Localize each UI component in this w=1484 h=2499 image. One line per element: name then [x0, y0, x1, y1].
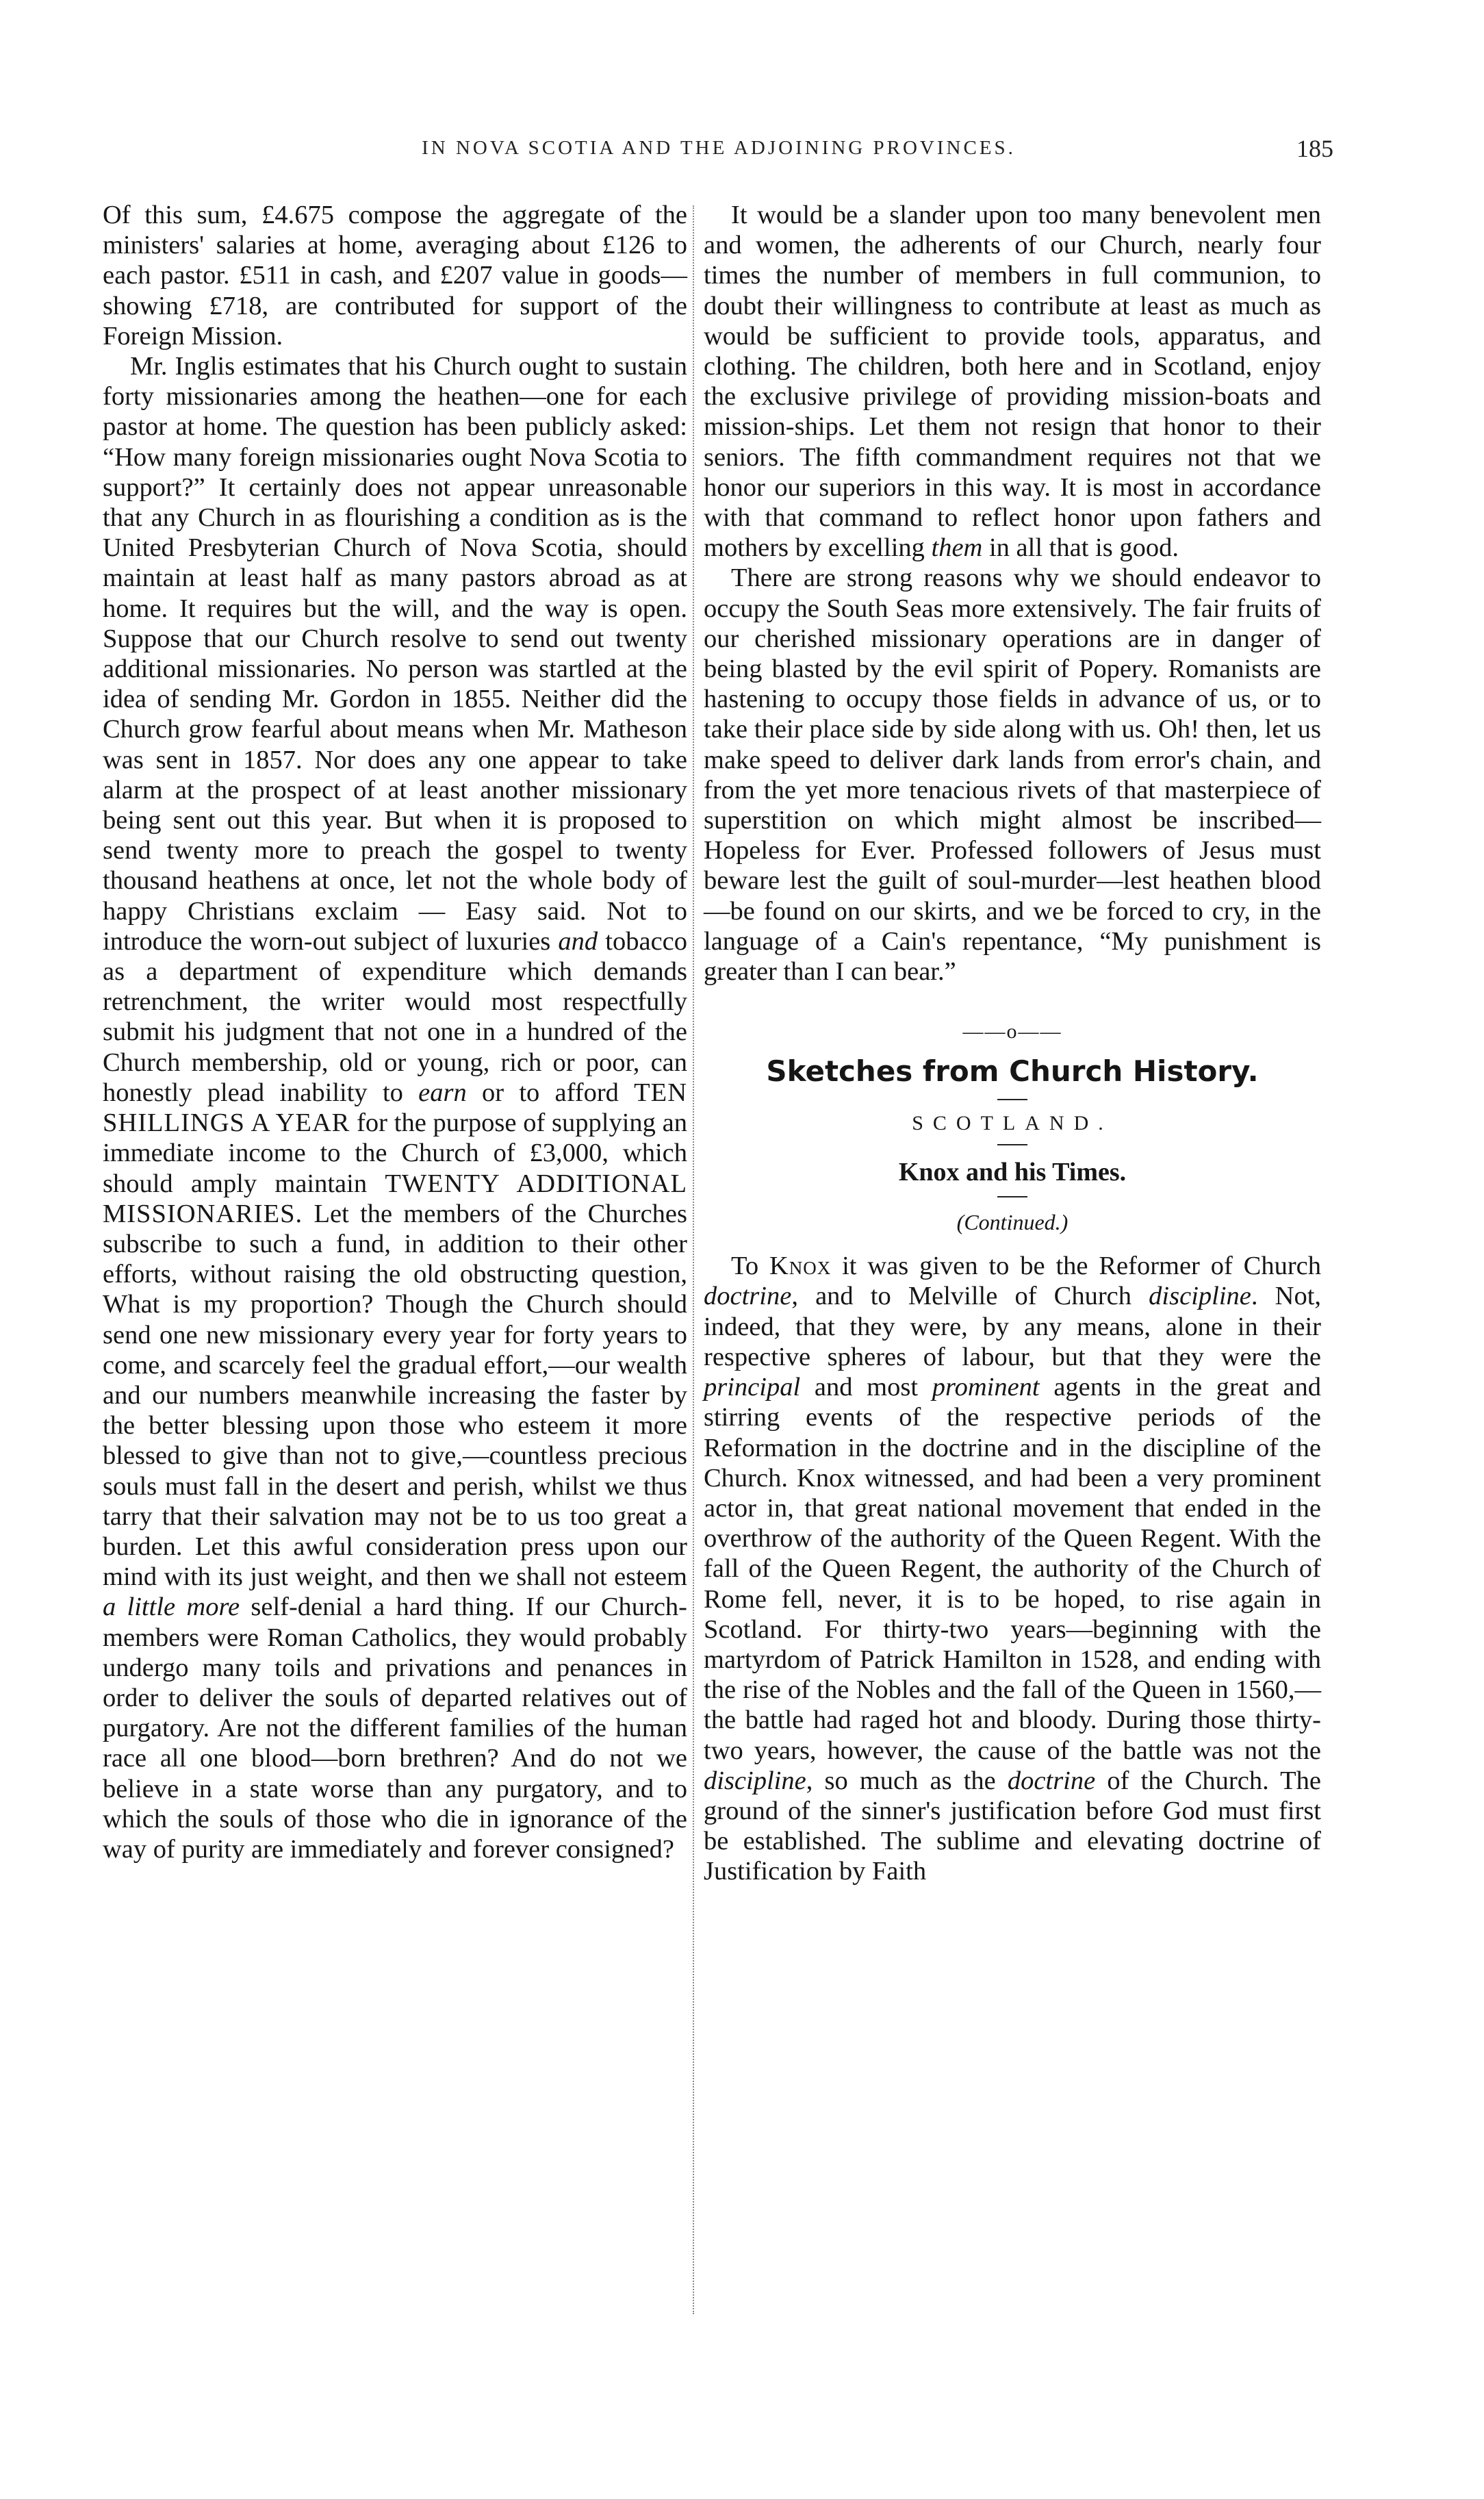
text-run: it was given to be the Reformer of Church	[831, 1252, 1321, 1281]
text-run: , so much as the	[806, 1766, 1008, 1795]
right-paragraph-3	[704, 1251, 1321, 1886]
column-divider	[693, 205, 694, 2314]
running-title: IN NOVA SCOTIA AND THE ADJOINING PROVINCES.	[422, 137, 1016, 159]
italic-doctrine-2: doctrine	[1007, 1766, 1096, 1795]
italic-doctrine: doctrine	[704, 1282, 792, 1311]
text-run: Let the members of the Churches subscribe to such a fund, in addition to their other efforts, without raising the old obstructing question, What is my proportion? Though the Church should send one new missionary every year for forty years to come, and scarcely feel the gradual effort,—our wealth and our numbers meanwhile increasing the faster by the better blessing upon those who esteem it more blessed to give than not to give,—countless precious souls must fall in the desert and perish, whilst we thus tarry that their salvation may not be to us too great a burden. Let this awful consideration press upon our mind with its just weight, and then we shall not esteem	[103, 1199, 687, 1592]
text-run: Mr. Inglis estimates that his Church ought to sustain forty missionaries among the heathen—one for each pastor at home. The question has been publicly asked: “How many foreign missionaries ought Nova Scotia to support?” It certainly does not appear unreasonable that any Church in as flourishing a condition as is the United Presbyterian Church of Nova Scotia, should maintain at least half as many pastors abroad as at home. It requires but the will, and the way is open. Suppose that our Church resolve to send out twenty additional missionaries. No person was startled at the idea of sending Mr. Gordon in 1855. Neither did the Church grow fearful about means when Mr. Matheson was sent in 1857. Nor does any one appear to take alarm at the prospect of at least another missionary being sent out this year. But when it is proposed to send twenty more to preach the gospel to twenty thousand heathens at once, let not the whole body of happy Christians exclaim — Easy said. Not to introduce the worn-out subject of luxuries	[103, 352, 687, 956]
italic-little-more: a little more	[103, 1593, 240, 1622]
short-rule	[997, 1144, 1027, 1145]
section-title: Sketches from Church History.	[766, 1054, 1259, 1089]
right-paragraph-2: There are strong reasons why we should endeavor to occupy the South Seas more extensively. The fair fruits of our cherished missionary operations are in danger of being blasted by the evil spirit of Popery. Romanists are hastening to occupy those fields in advance of us, or to take their place side by side along with us. Oh! then, let us make speed to deliver dark lands from error's chain, and from the yet more tenacious rivets of that masterpiece of superstition on which might almost be inscribed—Hopeless for Ever. Professed followers of Jesus must beware lest the guilt of soul-murder—lest heathen blood—be found on our skirts, and we be forced to cry, in the language of a Cain's repentance, “My punishment is greater than I can bear.”	[704, 563, 1321, 987]
italic-principal: principal	[704, 1373, 801, 1402]
right-column	[704, 200, 1321, 1887]
section-separator: ——o——	[962, 1020, 1062, 1043]
country-heading: SCOTLAND.	[912, 1112, 1113, 1135]
italic-prominent: prominent	[932, 1373, 1040, 1402]
text-run: for the purpose of supplying an immediate income to the Church of £3,000, which should amply maintain	[103, 1108, 687, 1198]
italic-them: them	[931, 533, 983, 563]
text-run: . Not, indeed, that they were, by any means, alone in their respective spheres of labour, but that they were the	[704, 1282, 1322, 1371]
continued-note: (Continued.)	[956, 1210, 1069, 1235]
italic-earn: earn	[418, 1078, 467, 1107]
text-run: and most	[800, 1373, 932, 1402]
small-caps-ten-shillings: TEN SHILLINGS A YEAR	[103, 1078, 687, 1138]
left-paragraph-2	[103, 351, 687, 1864]
short-rule	[997, 1099, 1027, 1100]
text-run: agents in the great and stirring events of the respective periods of the Reformation in the doctrine and in the discipline of the Church. Knox witnessed, and had been a very prominent actor in, that great national movement that ended in the overthrow of the authority of the Queen Regent. With the fall of the Queen Regent, the authority of the Church of Rome fell, never, it is to be hoped, to rise again in Scotland. For thirty-two years—beginning with the martyrdom of Patrick Hamilton in 1528, and ending with the rise of the Nobles and the fall of the Queen in 1560,—the battle had raged hot and bloody. During those thirty-two years, however, the cause of the battle was not the	[704, 1373, 1322, 1765]
left-column	[103, 200, 687, 1864]
text-run: self-denial a hard thing. If our Church-members were Roman Catholics, they would probably undergo many toils and privations and penances in order to deliver the souls of departed relatives out of purgatory. Are not the different families of the human race all one blood—born brethren? And do not we believe in a state worse than any purgatory, and to which the souls of those who die in ignorance of the way of purity are immediately and forever consigned?	[103, 1593, 687, 1864]
text-run: or to afford	[466, 1078, 635, 1107]
text-run: It would be a slander upon too many benevolent men and women, the adherents of our Church, nearly four times the number of members in full communion, to doubt their willingness to contribute at least as much as would be sufficient to provide tools, apparatus, and clothing. The children, both here and in Scotland, enjoy the exclusive privilege of providing mission-boats and mission-ships. Let them not resign that honor to their seniors. The fifth commandment requires not that we honor our superiors in this way. It is most in accordance with that command to reflect honor upon fathers and mothers by excelling	[704, 201, 1321, 563]
text-run: in all that is good.	[982, 533, 1179, 563]
small-caps-twenty-missionaries: TWENTY ADDITIONAL MISSIONARIES.	[103, 1169, 687, 1228]
running-header	[0, 137, 1484, 178]
text-run: tobacco as a department of expenditure which demands retrenchment, the writer would most respectfully submit his judgment that not one in a hundred of the Church membership, old or young, rich or poor, can honestly plead inability to	[103, 926, 687, 1107]
page-number: 185	[1296, 135, 1333, 162]
right-paragraph-1	[704, 200, 1321, 563]
left-paragraph-1: Of this sum, £4.675 compose the aggregate of the ministers' salaries at home, averaging about £126 to each pastor. £511 in cash, and £207 value in goods—showing £718, are contributed for support of the Foreign Mission.	[103, 201, 687, 351]
subsection-title: Knox and his Times.	[898, 1158, 1127, 1187]
italic-discipline-2: discipline	[704, 1766, 806, 1795]
small-caps-knox: Knox	[769, 1252, 832, 1281]
short-rule	[997, 1196, 1027, 1197]
italic-discipline: discipline	[1149, 1282, 1251, 1311]
text-run: , and to Melville of Church	[791, 1282, 1149, 1311]
italic-and: and	[558, 926, 598, 956]
text-run: To	[731, 1252, 769, 1281]
text-run: of the Church. The ground of the sinner's justification before God must first be established. The sublime and elevating doctrine of Justification by Faith	[704, 1766, 1322, 1886]
